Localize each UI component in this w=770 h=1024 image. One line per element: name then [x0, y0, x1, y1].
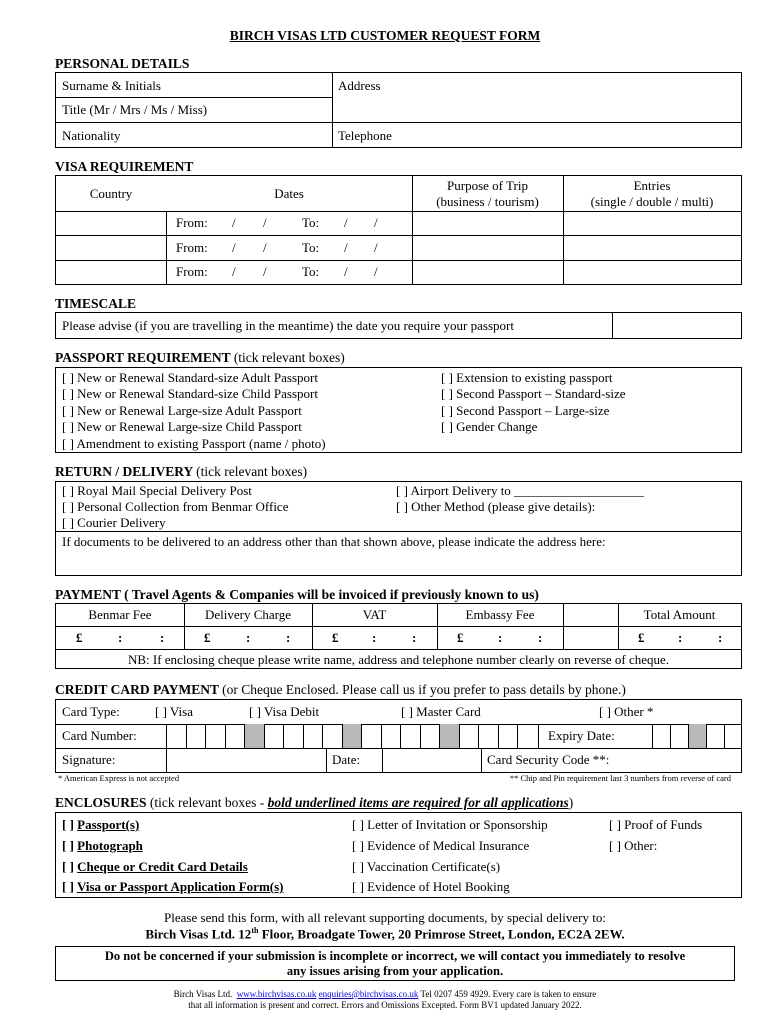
card-number-label: Card Number:: [62, 728, 137, 743]
card-heading: CREDIT CARD PAYMENT: [55, 682, 219, 697]
visa-heading: VISA REQUIREMENT: [55, 159, 194, 174]
card-number-digit-box[interactable]: [264, 724, 284, 748]
title-field[interactable]: Title (Mr / Mrs / Ms / Miss): [62, 102, 208, 117]
enclosure-required[interactable]: [ ] Cheque or Credit Card Details: [62, 859, 248, 874]
enclosure-required[interactable]: [ ] Photograph: [62, 838, 143, 853]
enclosure-option[interactable]: [ ] Letter of Invitation or Sponsorship: [352, 817, 548, 832]
card-type-visa-debit[interactable]: [ ] Visa Debit: [249, 704, 320, 719]
card-number-digit-box[interactable]: [244, 724, 264, 748]
card-number-digit-box[interactable]: [361, 724, 381, 748]
card-number-digit-box[interactable]: [283, 724, 303, 748]
signature-label: Signature:: [62, 752, 116, 767]
visa-table: Country Dates Purpose of Trip (business / tourism) Entries (single / double / multi) From: / / To: / / From: / / To: / / From: / / To: / /: [55, 175, 742, 285]
visa-row-2-to: To:: [302, 240, 320, 255]
timescale-heading: TIMESCALE: [55, 296, 137, 311]
expiry-label: Expiry Date:: [548, 728, 615, 743]
visa-col-purpose-sub: (business / tourism): [436, 194, 539, 209]
card-number-digit-box[interactable]: [498, 724, 518, 748]
security-code-label: Card Security Code **:: [487, 752, 610, 767]
passport-option[interactable]: [ ] Extension to existing passport: [441, 370, 613, 385]
timescale-box: [55, 312, 742, 339]
card-number-digit-box[interactable]: [225, 724, 245, 748]
visa-row-3-from: From:: [176, 264, 208, 279]
passport-note: (tick relevant boxes): [233, 350, 345, 365]
form-page: BIRCH VISAS LTD CUSTOMER REQUEST FORM PERSONAL DETAILS Surname & Initials Title (Mr / Mrs / Ms / Miss) Nationality Address Telephone VISA REQUIREMENT Country Dates Purpose of Trip (business / tourism) Entries (single / double / multi) From: / / To: / / From: / / To: / / From: / / To: / / TIMESCALE Please advise (if you are travelling in the meantime) the date you require your passport PASSPORT REQUIREMENT (tick relevant boxes) [ ] New or Renewal Standard-size Adult Passport [ ] New or Renewal Standard-size Child Passport [ ] New or Renewal Large-size Adult Passport [ ] New or Renewal Large-size Child Passport [ ] Amendment to existing Passport (name / photo) [ ] Extension to existing passport [ ] Second Passport – Standard-size [ ] Second Passport – Large-size [ ] Gender Change RETURN / DELIVERY (tick relevant boxes) [ ] Royal Mail Special Delivery Post [ ] Personal Collection from Benmar Office [ ] Courier Delivery [ ] Airport Delivery to ____________________ [ ] Other Method (please give details): If documents to be delivered to an address other than that shown above, please indicate the address here: PAYMENT ( Travel Agents & Companies will be invoiced if previously known to us) Benmar Fee Delivery Charge VAT Embassy Fee Total Amount £ : : £ : : £ : : £ : : £ : : NB: If enclosing cheque please write name, address and telephone number clearly on reverse of cheque. CREDIT CARD PAYMENT (or Cheque Enclosed. Please call us if you prefer to pass details by phone.) Card Type: [ ] Visa [ ] Visa Debit [ ] Master Card [ ] Other * Card Number: Expiry Date: Signature: Date: Card Security Code **: * American Express is not accepted ** Chip and Pin requirement last 3 numbers from reverse of card ENCLOSURES (tick relevant boxes - bold underlined items are required for all applications) [ ] Passport(s) [ ] Photograph [ ] Cheque or Credit Card Details [ ] Visa or Passport Application Form(s) [ ] Letter of Invitation or Sponsorship [ ] Evidence of Medical Insurance [ ] Vaccination Certificate(s) [ ] Evidence of Hotel Booking [ ] Proof of Funds [ ] Other: Please send this form, with all relevant supporting documents, by special delivery to: Birch Visas Ltd. 12th Floor, Broadgate Tower, 20 Primrose Street, London, EC2A 2EW. Do not be concerned if your submission is incomplete or incorrect, we will contact you immediately to resolve any issues arising from your application. Birch Visas Ltd. www.birchvisas.co.uk enquiries@birchvisas.co.uk Tel 0207 459 4929. Every care is taken to ensure that all information is present and correct. Errors and Omissions Excepted. Form BV1 updated January 2022.: [0, 0, 770, 1024]
card-number-digit-box[interactable]: [342, 724, 362, 748]
visa-row-1-from: From:: [176, 215, 208, 230]
delivery-address-note: If documents to be delivered to an address other than that shown above, please indicate the address here:: [62, 534, 606, 549]
card-number-digit-box[interactable]: [517, 724, 537, 748]
card-heading-note: (or Cheque Enclosed. Please call us if you prefer to pass details by phone.): [222, 682, 626, 697]
footer-line-1: Birch Visas Ltd. www.birchvisas.co.uk enquiries@birchvisas.co.uk Tel 0207 459 4929. Every care is taken to ensure: [173, 989, 597, 999]
expiry-digit-box[interactable]: [706, 724, 724, 748]
card-number-digit-box[interactable]: [478, 724, 498, 748]
enclosure-option[interactable]: [ ] Evidence of Medical Insurance: [352, 838, 530, 853]
card-type-other[interactable]: [ ] Other *: [599, 704, 654, 719]
enclosure-option[interactable]: [ ] Other:: [609, 838, 658, 853]
card-type-visa[interactable]: [ ] Visa: [155, 704, 193, 719]
delivery-option[interactable]: [ ] Airport Delivery to ____________________: [396, 483, 645, 498]
payment-col-delivery-charge: Delivery Charge: [204, 607, 292, 622]
card-number-digit-box[interactable]: [205, 724, 225, 748]
website-link[interactable]: www.birchvisas.co.uk: [236, 989, 317, 999]
notice-line-2: any issues arising from your application.: [286, 964, 504, 978]
telephone-field[interactable]: Telephone: [338, 128, 392, 143]
expiry-digit-box[interactable]: [670, 724, 688, 748]
card-number-digit-box[interactable]: [166, 724, 186, 748]
enclosure-option[interactable]: [ ] Evidence of Hotel Booking: [352, 879, 510, 894]
send-instruction: Please send this form, with all relevant supporting documents, by special delivery to:: [164, 910, 606, 925]
payment-nb: NB: If enclosing cheque please write name, address and telephone number clearly on reverse of cheque.: [127, 652, 670, 667]
payment-col-embassy-fee: Embassy Fee: [465, 607, 535, 622]
address-field[interactable]: Address: [338, 78, 381, 93]
enclosure-required[interactable]: [ ] Visa or Passport Application Form(s): [62, 879, 284, 894]
card-type-master[interactable]: [ ] Master Card: [401, 704, 481, 719]
card-number-digit-box[interactable]: [420, 724, 440, 748]
email-link[interactable]: enquiries@birchvisas.co.uk: [318, 989, 419, 999]
visa-col-entries: Entries: [633, 178, 671, 193]
passport-heading: PASSPORT REQUIREMENT: [55, 350, 231, 365]
passport-option[interactable]: [ ] New or Renewal Standard-size Adult Passport: [62, 370, 318, 385]
delivery-option[interactable]: [ ] Other Method (please give details):: [396, 499, 596, 514]
timescale-text: Please advise (if you are travelling in the meantime) the date you require your passport: [62, 318, 514, 333]
card-number-digit-box[interactable]: [186, 724, 206, 748]
date-label: Date:: [332, 752, 361, 767]
passport-option[interactable]: [ ] Second Passport – Large-size: [441, 403, 610, 418]
surname-field[interactable]: Surname & Initials: [62, 78, 161, 93]
visa-row-1-to: To:: [302, 215, 320, 230]
delivery-option[interactable]: [ ] Personal Collection from Benmar Office: [62, 499, 289, 514]
card-number-digit-box[interactable]: [439, 724, 459, 748]
payment-col-vat: VAT: [362, 607, 387, 622]
expiry-digit-box[interactable]: [724, 724, 742, 748]
send-address: Birch Visas Ltd. 12th Floor, Broadgate Tower, 20 Primrose Street, London, EC2A 2EW.: [145, 926, 625, 942]
visa-row-2-from: From:: [176, 240, 208, 255]
delivery-option[interactable]: [ ] Royal Mail Special Delivery Post: [62, 483, 252, 498]
passport-option[interactable]: [ ] New or Renewal Standard-size Child Passport: [62, 386, 318, 401]
notice-line-1: Do not be concerned if your submission is incomplete or incorrect, we will contact you immediately to resolve: [104, 949, 686, 963]
payment-col-benmar-fee: Benmar Fee: [88, 607, 152, 622]
visa-col-entries-sub: (single / double / multi): [590, 194, 714, 209]
visa-row-3-to: To:: [302, 264, 320, 279]
delivery-note: (tick relevant boxes): [196, 464, 308, 479]
passport-box: [55, 367, 742, 453]
payment-table: Benmar Fee Delivery Charge VAT Embassy Fee Total Amount £ : : £ : : £ : : £ : : £ : : NB: If enclosing cheque please write name, address and telephone number clearly on reverse of cheque.: [55, 603, 742, 669]
card-table: [55, 699, 742, 773]
card-type-label: Card Type:: [62, 704, 120, 719]
expiry-digit-box[interactable]: [652, 724, 670, 748]
passport-option[interactable]: [ ] New or Renewal Large-size Adult Passport: [62, 403, 302, 418]
card-number-digit-box[interactable]: [381, 724, 401, 748]
card-number-digit-box[interactable]: [459, 724, 479, 748]
passport-option[interactable]: [ ] New or Renewal Large-size Child Passport: [62, 419, 302, 434]
footer-line-2: that all information is present and correct. Errors and Omissions Excepted. Form BV1 updated January 2022.: [188, 1000, 582, 1010]
delivery-option[interactable]: [ ] Courier Delivery: [62, 515, 166, 530]
personal-heading: PERSONAL DETAILS: [55, 56, 190, 71]
enclosure-required[interactable]: [ ] Passport(s): [62, 817, 140, 832]
passport-option[interactable]: [ ] Second Passport – Standard-size: [441, 386, 626, 401]
enclosure-option[interactable]: [ ] Vaccination Certificate(s): [352, 859, 501, 874]
card-number-digit-box[interactable]: [322, 724, 342, 748]
delivery-box: [55, 481, 742, 576]
card-footnote-amex: * American Express is not accepted: [58, 773, 180, 783]
payment-col-total: Total Amount: [643, 607, 716, 622]
visa-col-purpose: Purpose of Trip: [447, 178, 528, 193]
enclosure-option[interactable]: [ ] Proof of Funds: [609, 817, 703, 832]
visa-col-country: Country: [89, 186, 133, 201]
passport-option[interactable]: [ ] Amendment to existing Passport (name / photo): [62, 436, 326, 451]
enclosures-required-note: bold underlined items are required for all applications: [267, 795, 569, 810]
nationality-field[interactable]: Nationality: [62, 128, 121, 143]
visa-col-dates: Dates: [274, 186, 304, 201]
payment-heading: PAYMENT ( Travel Agents & Companies will be invoiced if previously known to us): [55, 587, 539, 602]
personal-table: [55, 72, 742, 148]
card-number-digit-box[interactable]: [303, 724, 323, 748]
delivery-heading: RETURN / DELIVERY: [55, 464, 193, 479]
expiry-digit-box[interactable]: [688, 724, 706, 748]
card-footnote-chip: ** Chip and Pin requirement last 3 numbers from reverse of card: [509, 773, 731, 783]
enclosures-box: [55, 812, 742, 898]
form-title: BIRCH VISAS LTD CUSTOMER REQUEST FORM: [229, 28, 541, 43]
notice-box: [55, 946, 735, 981]
passport-option[interactable]: [ ] Gender Change: [441, 419, 538, 434]
enclosures-heading: ENCLOSURES: [55, 795, 147, 810]
card-number-digit-box[interactable]: [400, 724, 420, 748]
